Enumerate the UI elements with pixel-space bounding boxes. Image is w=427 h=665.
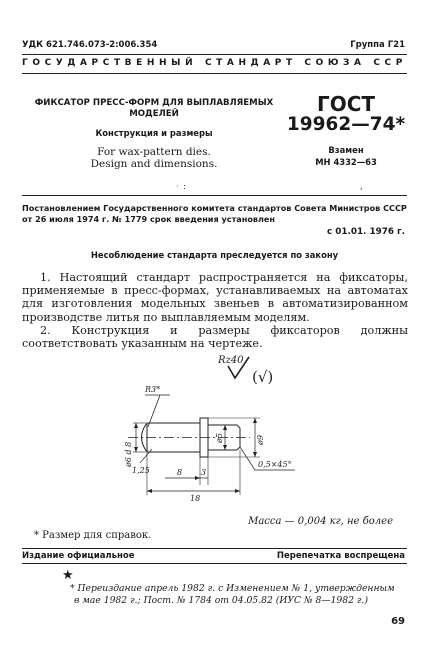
effective-date: с 01.01. 1976 г.: [327, 227, 405, 237]
replaces-label: Взамен: [328, 145, 364, 155]
decree-text: [22, 203, 407, 225]
diameter-6-label: ø6 d 8: [124, 441, 133, 467]
penalty-notice: Несоблюдение стандарта преследуется по закону: [90, 250, 339, 260]
reissue-line-2: в мае 1982 г.; Пост. № 1784 от 04.05.82 (ИУС № 8—1982 г.): [74, 595, 369, 606]
roughness-paren: (√): [252, 368, 274, 386]
fixator-drawing: [100, 355, 320, 525]
gost-number: 19962—74*: [286, 114, 406, 135]
reprint-prohibited: Перепечатка воспрещена: [276, 551, 405, 561]
dots-right: ,: [360, 182, 363, 191]
radius-leader: [148, 395, 160, 427]
document-title: [24, 98, 284, 120]
udk-code: УДК 621.746.073-2:006.354: [22, 40, 158, 50]
chamfer-label: 0,5×45°: [258, 460, 292, 469]
radius-label: R3*: [145, 385, 161, 394]
length-3-label: 3: [201, 468, 207, 477]
length-8-label: 8: [177, 468, 183, 477]
reissue-note: [70, 583, 410, 607]
header-rule-bottom: [22, 73, 407, 74]
english-title: [24, 146, 284, 170]
header-rule-top: [22, 54, 407, 55]
dots-left: · :: [176, 182, 187, 191]
group-code: Группа Г21: [350, 40, 405, 50]
roughness-label: Rz40: [218, 355, 244, 366]
english-title-line-2: Design and dimensions.: [90, 158, 218, 170]
gost-label: ГОСТ: [316, 92, 376, 116]
star-icon: ★: [62, 568, 74, 583]
title-line-1: ФИКСАТОР ПРЕСС-ФОРМ ДЛЯ ВЫПЛАВЛЯЕМЫХ: [34, 98, 274, 108]
standard-banner: ГОСУДАРСТВЕННЫЙ СТАНДАРТ СОЮЗА ССР: [22, 58, 407, 68]
reissue-line-1: * Переиздание апрель 1982 г. с Изменением № 1, утвержденным: [70, 583, 395, 594]
english-title-line-1: For wax-pattern dies.: [97, 146, 211, 158]
diameter-5-label: ø5: [215, 433, 224, 443]
replaces-value: МН 4332—63: [315, 157, 377, 167]
decree-line-1: Постановлением Государственного комитета стандартов Совета Министров СССР: [22, 203, 407, 213]
title-rule: [22, 195, 407, 196]
paragraph-2: 2. Конструкция и размеры фиксаторов должны соответствовать указанным на чертеже.: [22, 324, 408, 351]
length-125-label: 1,25: [132, 466, 150, 475]
diameter-9-label: ø9: [256, 435, 265, 445]
document-subtitle: Конструкция и размеры: [95, 128, 213, 138]
length-18-label: 18: [190, 494, 201, 503]
decree-line-2: от 26 июля 1974 г. № 1779 срок введения установлен: [22, 214, 276, 224]
mass-note: Масса — 0,004 кг, не более: [248, 516, 393, 527]
paragraph-1: 1. Настоящий стандарт распространяется на фиксаторы, применяемые в пресс-формах, устанавливаемых на автоматах для изготовления модельных звеньев в автоматизированном производстве литья по выплавляемым моделям.: [22, 271, 408, 324]
title-line-2: МОДЕЛЕЙ: [129, 109, 179, 119]
official-edition: Издание официальное: [22, 551, 135, 561]
page-number: 69: [391, 616, 405, 627]
footer-rule-top: [22, 548, 407, 549]
footnote: * Размер для справок.: [34, 530, 152, 541]
footer-rule-bottom: [22, 563, 407, 564]
